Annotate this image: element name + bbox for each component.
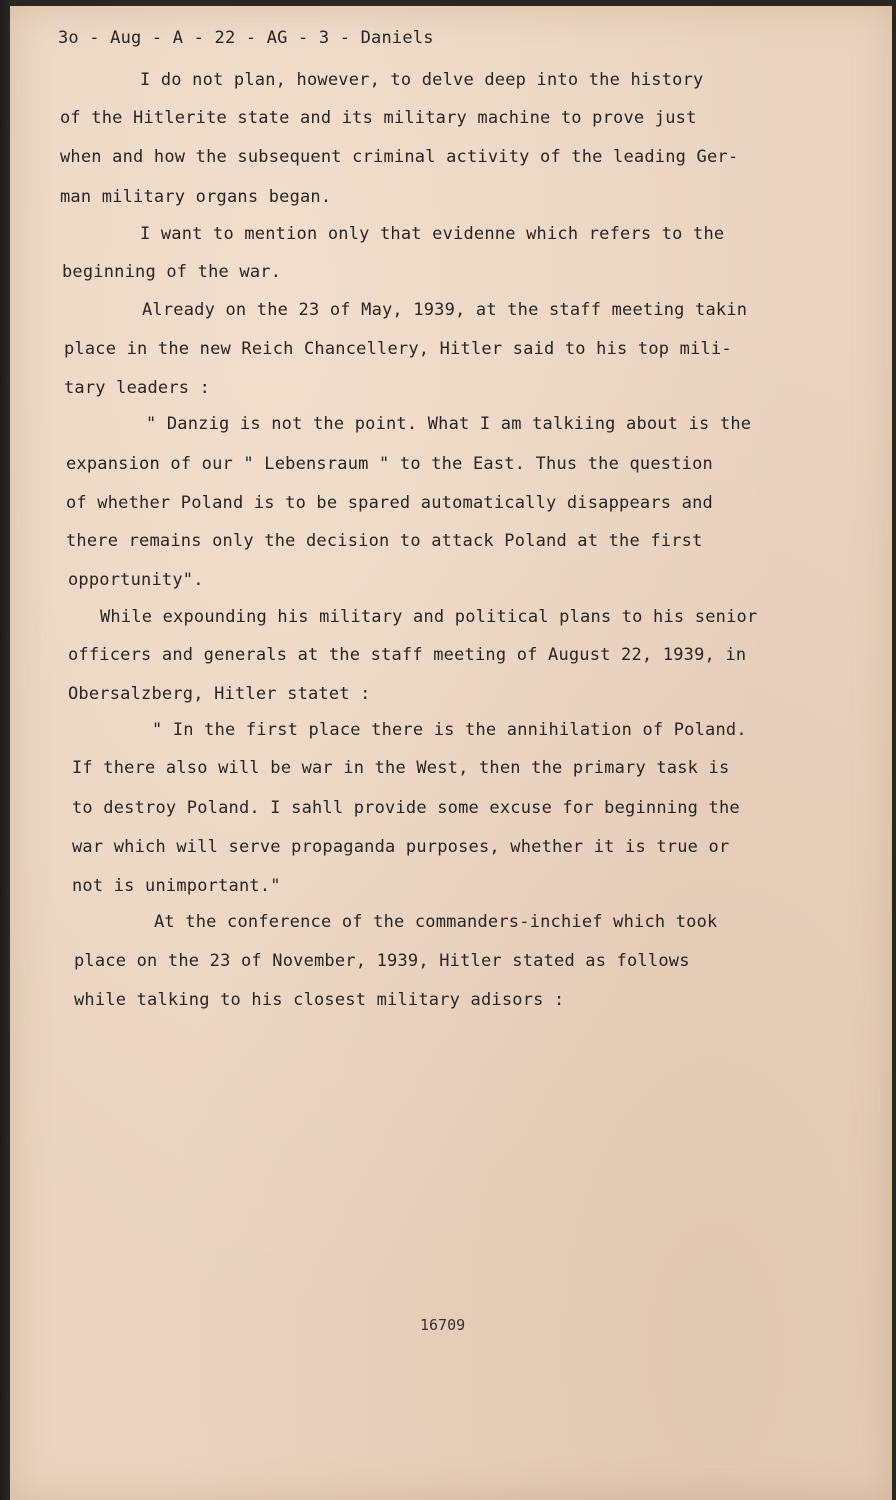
text-line: officers and generals at the staff meeting of August 22, 1939, in	[68, 645, 747, 665]
text-line: Already on the 23 of May, 1939, at the staff meeting takin	[142, 300, 748, 320]
text-line: while talking to his closest military adisors :	[74, 990, 565, 1010]
text-line: not is unimportant."	[72, 876, 281, 896]
text-line: beginning of the war.	[62, 262, 282, 282]
text-line: of whether Poland is to be spared automatically disappears and	[66, 493, 713, 513]
text-line: place in the new Reich Chancellery, Hitler said to his top mili-	[64, 339, 732, 359]
text-line: tary leaders :	[64, 378, 211, 398]
text-line: While expounding his military and political plans to his senior	[100, 607, 758, 627]
text-line: there remains only the decision to attack Poland at the first	[66, 531, 703, 551]
text-line: of the Hitlerite state and its military machine to prove just	[60, 108, 697, 128]
text-line: At the conference of the commanders-inchief which took	[154, 912, 718, 932]
text-line: war which will serve propaganda purposes, whether it is true or	[72, 837, 730, 857]
page-number: 16709	[420, 1316, 466, 1334]
document-page	[10, 6, 892, 1500]
text-line: when and how the subsequent criminal activity of the leading Ger-	[60, 147, 739, 167]
text-line: " Danzig is not the point. What I am talkiing about is the	[146, 414, 752, 434]
text-line: " In the first place there is the annihilation of Poland.	[152, 720, 747, 740]
text-line: to destroy Poland. I sahll provide some excuse for beginning the	[72, 798, 740, 818]
text-line: I do not plan, however, to delve deep into the history	[140, 70, 704, 90]
document-header: 3o - Aug - A - 22 - AG - 3 - Daniels	[58, 28, 434, 48]
text-line: expansion of our " Lebensraum " to the East. Thus the question	[66, 454, 713, 474]
text-line: If there also will be war in the West, then the primary task is	[72, 758, 730, 778]
text-line: place on the 23 of November, 1939, Hitler stated as follows	[74, 951, 690, 971]
text-line: I want to mention only that evidenne which refers to the	[140, 224, 725, 244]
text-line: Obersalzberg, Hitler statet :	[68, 684, 371, 704]
text-line: opportunity".	[68, 570, 204, 590]
text-line: man military organs began.	[60, 187, 332, 207]
